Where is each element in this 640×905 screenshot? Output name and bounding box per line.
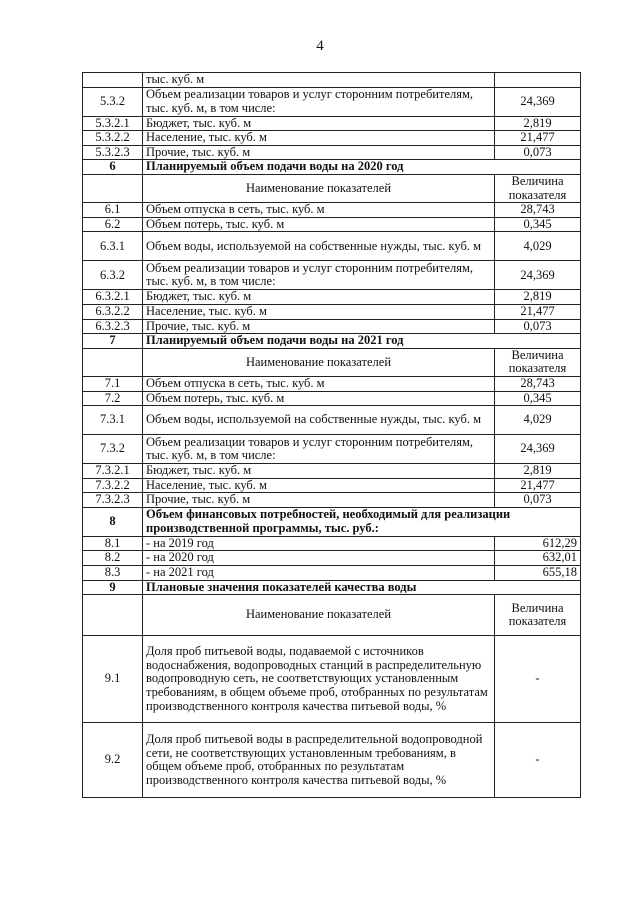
header-empty-cell: [83, 348, 143, 376]
header-indicator-value: Величина показателя: [495, 348, 581, 376]
row-indicator-name: Объем реализации товаров и услуг сторонним потребителям, тыс. куб. м, в том числе:: [143, 87, 495, 116]
header-indicator-name: Наименование показателей: [143, 174, 495, 202]
row-value: 21,477: [495, 131, 581, 146]
row-number: [83, 73, 143, 88]
section-number: 7: [83, 334, 143, 349]
row-number: 7.3.2: [83, 435, 143, 464]
section-row: [83, 334, 581, 349]
table-row: [83, 406, 581, 435]
row-indicator-name: Объем воды, используемой на собственные нужды, тыс. куб. м: [143, 406, 495, 435]
header-indicator-name: Наименование показателей: [143, 595, 495, 636]
table-row: [83, 551, 581, 566]
page-number: 4: [316, 38, 324, 54]
row-indicator-name: Доля проб питьевой воды, подаваемой с источников водоснабжения, водопроводных станций в распределительную водопроводную сеть, не соответствующих установленным требованиям, в общем объеме проб, отобранных по результатам производственного контроля качества питьевой воды, %: [143, 636, 495, 723]
table-row: [83, 87, 581, 116]
row-number: 7.3.1: [83, 406, 143, 435]
row-number: 8.2: [83, 551, 143, 566]
row-number: 6.3.2.1: [83, 290, 143, 305]
table-row: [83, 723, 581, 798]
row-number: 5.3.2.1: [83, 116, 143, 131]
row-value: -: [495, 636, 581, 723]
table-row: [83, 493, 581, 508]
section-number: 6: [83, 160, 143, 175]
row-number: 5.3.2.2: [83, 131, 143, 146]
row-number: 6.3.2.2: [83, 304, 143, 319]
table-row: [83, 261, 581, 290]
row-value: 0,345: [495, 391, 581, 406]
row-indicator-name: Население, тыс. куб. м: [143, 478, 495, 493]
row-indicator-name: Объем отпуска в сеть, тыс. куб. м: [143, 203, 495, 218]
row-value: [495, 73, 581, 88]
table-row: [83, 376, 581, 391]
row-value: 632,01: [495, 551, 581, 566]
row-indicator-name: Население, тыс. куб. м: [143, 304, 495, 319]
row-value: 0,073: [495, 319, 581, 334]
row-number: 7.2: [83, 391, 143, 406]
table-row: [83, 636, 581, 723]
table-row: [83, 304, 581, 319]
table-row: [83, 391, 581, 406]
row-number: 6.3.2.3: [83, 319, 143, 334]
row-value: 0,073: [495, 493, 581, 508]
row-value: -: [495, 723, 581, 798]
section-title: Объем финансовых потребностей, необходимый для реализации производственной программы, тыс. руб.:: [143, 507, 581, 536]
row-indicator-name: Бюджет, тыс. куб. м: [143, 464, 495, 479]
table-row: [83, 232, 581, 261]
row-indicator-name: Объем отпуска в сеть, тыс. куб. м: [143, 376, 495, 391]
row-number: 9.2: [83, 723, 143, 798]
row-indicator-name: Объем реализации товаров и услуг сторонним потребителям, тыс. куб. м, в том числе:: [143, 261, 495, 290]
table-row: [83, 290, 581, 305]
row-number: 7.3.2.2: [83, 478, 143, 493]
column-header-row: [83, 595, 581, 636]
row-value: 28,743: [495, 203, 581, 218]
table-row: [83, 203, 581, 218]
row-indicator-name: Объем потерь, тыс. куб. м: [143, 217, 495, 232]
row-value: 24,369: [495, 435, 581, 464]
row-indicator-name: Прочие, тыс. куб. м: [143, 493, 495, 508]
row-value: 24,369: [495, 87, 581, 116]
table-row: [83, 566, 581, 581]
row-number: 8.3: [83, 566, 143, 581]
row-indicator-name: Доля проб питьевой воды в распределительной водопроводной сети, не соответствующих установленным требованиям, в общем объеме проб, отобранных по результатам производственного контроля качества питьевой воды, %: [143, 723, 495, 798]
section-row: [83, 160, 581, 175]
row-value: 2,819: [495, 290, 581, 305]
row-number: 9.1: [83, 636, 143, 723]
section-number: 8: [83, 507, 143, 536]
row-indicator-name: Бюджет, тыс. куб. м: [143, 290, 495, 305]
indicators-table-body: [83, 73, 581, 798]
table-row: [83, 217, 581, 232]
row-value: 655,18: [495, 566, 581, 581]
row-number: 6.3.1: [83, 232, 143, 261]
row-number: 7.1: [83, 376, 143, 391]
section-row: [83, 580, 581, 595]
row-value: 2,819: [495, 116, 581, 131]
row-indicator-name: - на 2021 год: [143, 566, 495, 581]
row-number: 6.3.2: [83, 261, 143, 290]
table-row: [83, 116, 581, 131]
row-number: 5.3.2.3: [83, 145, 143, 160]
indicators-table: [82, 72, 581, 798]
table-row: [83, 319, 581, 334]
table-row: [83, 435, 581, 464]
row-value: 4,029: [495, 232, 581, 261]
row-value: 21,477: [495, 478, 581, 493]
row-value: 21,477: [495, 304, 581, 319]
section-title: Планируемый объем подачи воды на 2021 год: [143, 334, 581, 349]
row-number: 5.3.2: [83, 87, 143, 116]
section-row: [83, 507, 581, 536]
row-indicator-name: тыс. куб. м: [143, 73, 495, 88]
row-number: 8.1: [83, 536, 143, 551]
row-value: 4,029: [495, 406, 581, 435]
header-indicator-value: Величина показателя: [495, 174, 581, 202]
header-indicator-value: Величина показателя: [495, 595, 581, 636]
section-title: Плановые значения показателей качества воды: [143, 580, 581, 595]
row-indicator-name: Объем воды, используемой на собственные нужды, тыс. куб. м: [143, 232, 495, 261]
row-indicator-name: Население, тыс. куб. м: [143, 131, 495, 146]
row-number: 6.2: [83, 217, 143, 232]
row-number: 7.3.2.1: [83, 464, 143, 479]
header-empty-cell: [83, 174, 143, 202]
table-row: [83, 131, 581, 146]
column-header-row: [83, 174, 581, 202]
row-indicator-name: - на 2019 год: [143, 536, 495, 551]
table-row: [83, 73, 581, 88]
row-indicator-name: Объем реализации товаров и услуг сторонним потребителям, тыс. куб. м, в том числе:: [143, 435, 495, 464]
row-number: 7.3.2.3: [83, 493, 143, 508]
table-row: [83, 464, 581, 479]
row-indicator-name: - на 2020 год: [143, 551, 495, 566]
table-row: [83, 478, 581, 493]
row-value: 2,819: [495, 464, 581, 479]
table-row: [83, 145, 581, 160]
row-number: 6.1: [83, 203, 143, 218]
row-indicator-name: Прочие, тыс. куб. м: [143, 145, 495, 160]
row-indicator-name: Прочие, тыс. куб. м: [143, 319, 495, 334]
column-header-row: [83, 348, 581, 376]
section-title: Планируемый объем подачи воды на 2020 год: [143, 160, 581, 175]
row-value: 24,369: [495, 261, 581, 290]
row-value: 0,073: [495, 145, 581, 160]
header-indicator-name: Наименование показателей: [143, 348, 495, 376]
row-indicator-name: Объем потерь, тыс. куб. м: [143, 391, 495, 406]
row-indicator-name: Бюджет, тыс. куб. м: [143, 116, 495, 131]
section-number: 9: [83, 580, 143, 595]
header-empty-cell: [83, 595, 143, 636]
row-value: 28,743: [495, 376, 581, 391]
table-row: [83, 536, 581, 551]
row-value: 0,345: [495, 217, 581, 232]
row-value: 612,29: [495, 536, 581, 551]
